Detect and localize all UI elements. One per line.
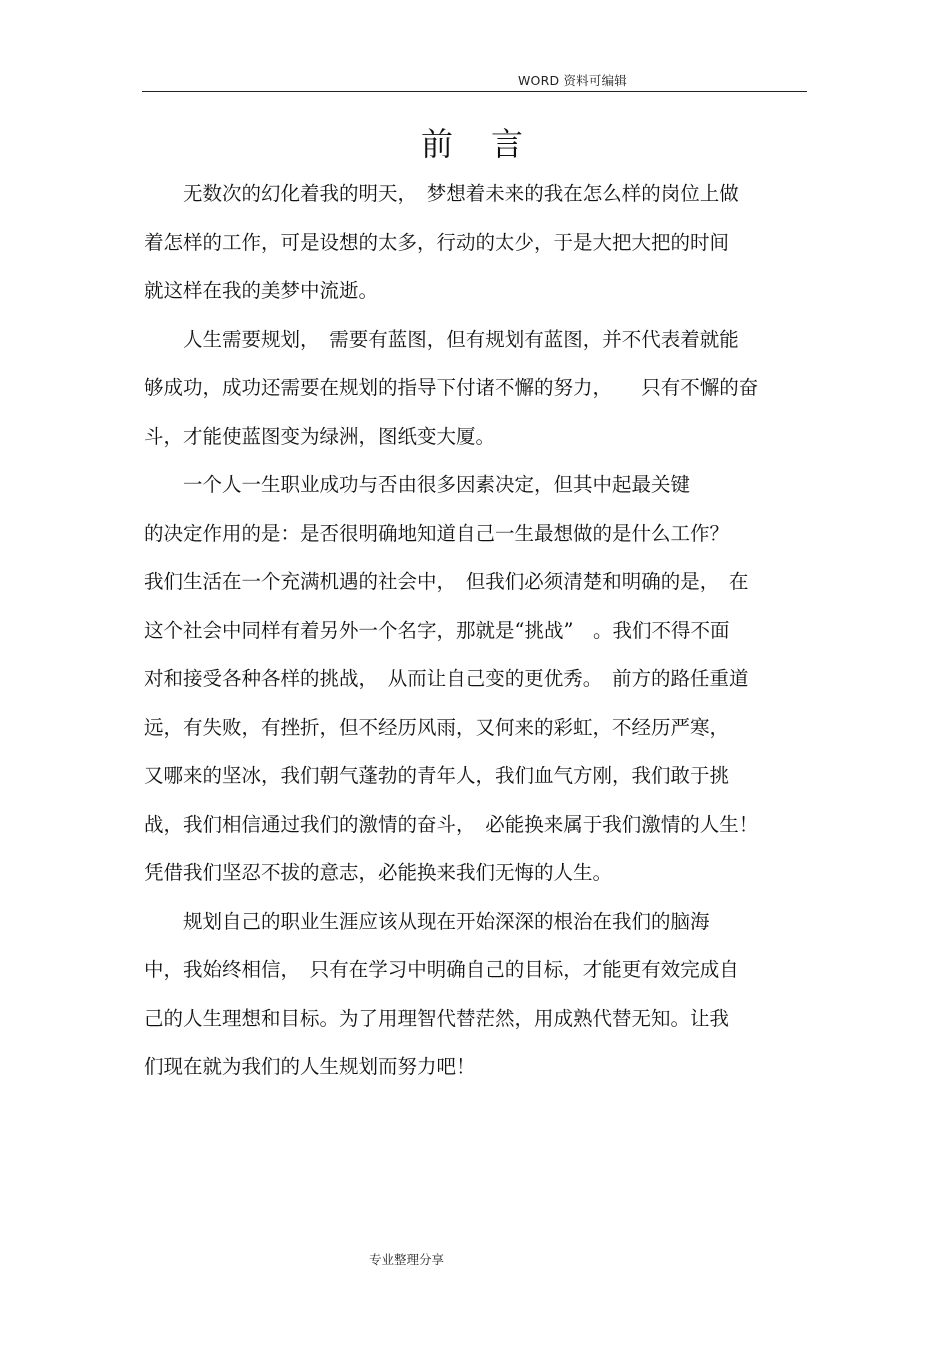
text-line: 这个社会中同样有着另外一个名字，那就是“挑战” 。我们不得不面 xyxy=(144,618,730,642)
page-footer: 专业整理分享 xyxy=(369,1252,445,1267)
text-line: 凭借我们坚忍不拔的意志，必能换来我们无悔的人生。 xyxy=(144,861,613,884)
document-body xyxy=(144,170,816,1092)
text-line: 战，我们相信通过我们的激情的奋斗， 必能换来属于我们激情的人生！ xyxy=(144,812,759,836)
text-line: 一个人一生职业成功与否由很多因素决定，但其中起最关键 xyxy=(144,473,691,496)
text-line: 无数次的幻化着我的明天， 梦想着未来的我在怎么样的岗位上做 xyxy=(144,182,739,205)
text-line: 中，我始终相信， 只有在学习中明确自己的目标，才能更有效完成自 xyxy=(144,958,739,981)
text-line: 我们生活在一个充满机遇的社会中， 但我们必须清楚和明确的是， 在 xyxy=(144,570,749,593)
text-line: 斗，才能使蓝图变为绿洲，图纸变大厦。 xyxy=(144,424,496,448)
text-line: 又哪来的坚冰，我们朝气蓬勃的青年人，我们血气方刚，我们敢于挑 xyxy=(144,764,730,787)
text-line: 远，有失败，有挫折，但不经历风雨，又何来的彩虹，不经历严寒， xyxy=(144,715,730,739)
text-line: 的决定作用的是：是否很明确地知道自己一生最想做的是什么工作？ xyxy=(144,521,730,545)
page-header: WORD 资料可编辑 xyxy=(518,73,627,88)
text-line: 够成功，成功还需要在规划的指导下付诸不懈的努力， 只有不懈的奋 xyxy=(144,376,759,399)
text-line: 就这样在我的美梦中流逝。 xyxy=(144,279,379,302)
text-line: 们现在就为我们的人生规划而努力吧！ xyxy=(144,1055,476,1078)
document-title: 前言 xyxy=(421,125,562,163)
text-line: 对和接受各种各样的挑战， 从而让自己变的更优秀。 前方的路任重道 xyxy=(144,667,749,690)
text-line: 规划自己的职业生涯应该从现在开始深深的根治在我们的脑海 xyxy=(144,909,710,933)
text-line: 己的人生理想和目标。为了用理智代替茫然，用成熟代替无知。让我 xyxy=(144,1006,730,1030)
text-line: 人生需要规划， 需要有蓝图，但有规划有蓝图，并不代表着就能 xyxy=(144,327,739,351)
text-line: 着怎样的工作，可是设想的太多，行动的太少，于是大把大把的时间 xyxy=(144,230,730,254)
header-rule xyxy=(142,91,807,92)
